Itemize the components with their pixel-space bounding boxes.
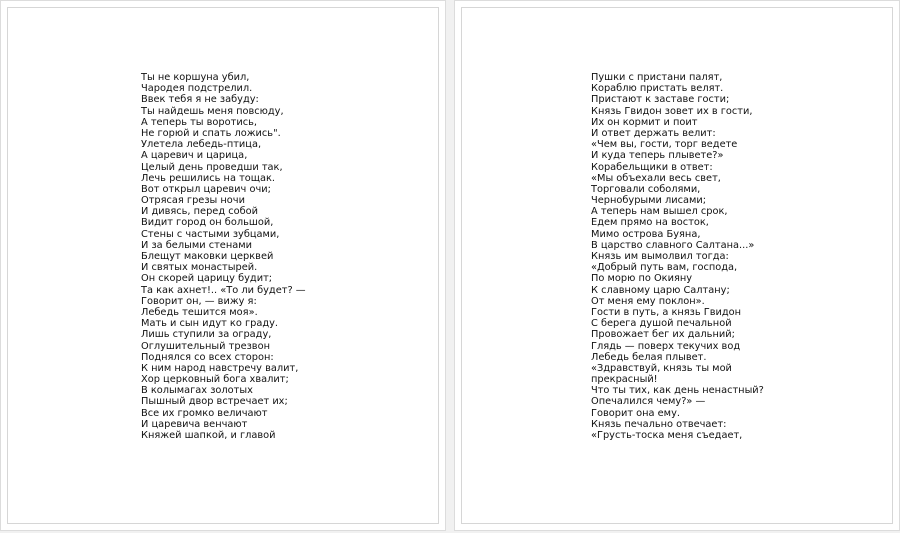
text-line: Ты не коршуна убил, <box>141 72 250 83</box>
text-line: В царство славного Салтана...» <box>591 239 755 251</box>
text-line: От меня ему поклон». <box>591 295 705 307</box>
text-line: Лебедь белая плывет. <box>591 351 707 363</box>
text-line: Все их громко величают <box>141 407 268 419</box>
page-text <box>591 72 764 441</box>
text-line: Гости в путь, а князь Гвидон <box>591 306 742 318</box>
text-line: Мать и сын идут ко граду. <box>141 318 279 330</box>
text-line: К славному царю Салтану; <box>591 284 730 296</box>
text-line: Торговали соболями, <box>591 183 701 195</box>
text-line: Не горюй и спать ложись". <box>141 127 281 139</box>
text-line: С берега душой печальной <box>591 318 732 330</box>
text-line: И дивясь, перед собой <box>141 206 258 218</box>
text-line: И ответ держать велит: <box>591 127 716 139</box>
text-line: Князь печально отвечает: <box>591 418 727 430</box>
page-text <box>141 72 306 441</box>
text-line: Князь им вымолвил тогда: <box>591 251 729 262</box>
text-line: Пристают к заставе гости; <box>591 94 730 106</box>
text-line: Княжей шапкой, и главой <box>141 430 276 441</box>
text-line: прекрасный! <box>591 374 658 386</box>
text-line: Их он кормит и поит <box>591 116 698 128</box>
text-line: Говорит она ему. <box>591 407 680 419</box>
text-line: В колымагах золотых <box>141 385 253 397</box>
text-line: Глядь — поверх текучих вод <box>591 340 741 352</box>
text-line: Едем прямо на восток, <box>591 217 709 229</box>
text-line: А царевич и царица, <box>141 150 248 162</box>
text-line: Пушки с пристани палят, <box>591 72 723 83</box>
text-line: Вот открыл царевич очи; <box>141 183 271 195</box>
text-line: Лебедь тешится моя». <box>141 306 258 318</box>
text-line: «Чем вы, гости, торг ведете <box>591 139 738 151</box>
text-line: Он скорей царицу будит; <box>141 273 273 285</box>
text-line: Корабельщики в ответ: <box>591 161 713 173</box>
text-line: Кораблю пристать велят. <box>591 83 724 95</box>
text-line: Чародея подстрелил. <box>141 83 253 95</box>
text-line: Пышный двор встречает их; <box>141 396 288 408</box>
text-line: И святых монастырей. <box>141 262 258 274</box>
text-line: Мимо острова Буяна, <box>591 228 701 240</box>
text-line: Лечь решились на тощак. <box>141 172 276 184</box>
text-line: Стены с частыми зубцами, <box>141 228 280 240</box>
text-line: Хор церковный бога хвалит; <box>141 374 289 386</box>
text-line: Оглушительный трезвон <box>141 340 270 352</box>
page-right[interactable] <box>454 0 900 531</box>
text-line: «Мы объехали весь свет, <box>591 172 721 184</box>
text-line: Блещут маковки церквей <box>141 251 274 262</box>
text-line: Говорит он, — вижу я: <box>141 295 257 307</box>
text-line: Князь Гвидон зовет их в гости, <box>591 105 753 117</box>
text-line: Видит город он большой, <box>141 217 274 229</box>
text-line: И за белыми стенами <box>141 239 252 251</box>
text-line: Отрясая грезы ночи <box>141 195 245 207</box>
text-line: Опечалился чему?» — <box>591 396 706 408</box>
text-line: Ввек тебя я не забуду: <box>141 94 259 106</box>
text-line: А теперь нам вышел срок, <box>591 206 728 218</box>
text-line: И куда теперь плывете?» <box>591 150 724 162</box>
text-line: К ним народ навстречу валит, <box>141 362 299 374</box>
text-line: А теперь ты воротись, <box>141 116 257 128</box>
text-line: И царевича венчают <box>141 418 248 430</box>
text-line: «Здравствуй, князь ты мой <box>591 362 732 374</box>
text-line: Лишь ступили за ограду, <box>141 329 272 341</box>
page-left[interactable] <box>0 0 446 531</box>
text-line: Целый день проведши так, <box>141 161 283 173</box>
text-line: По морю по Окияну <box>591 273 693 285</box>
text-line: Чернобурыми лисами; <box>591 195 707 207</box>
text-line: «Добрый путь вам, господа, <box>591 262 738 274</box>
text-line: Поднялся со всех сторон: <box>141 351 274 363</box>
text-line: Та как ахнет!.. «То ли будет? — <box>141 284 306 296</box>
text-line: Ты найдешь меня повсюду, <box>141 105 284 117</box>
text-line: Что ты тих, как день ненастный? <box>591 385 764 397</box>
text-line: «Грусть-тоска меня съедает, <box>591 430 743 441</box>
text-line: Улетела лебедь-птица, <box>141 139 262 151</box>
text-line: Провожает бег их дальний; <box>591 329 735 341</box>
